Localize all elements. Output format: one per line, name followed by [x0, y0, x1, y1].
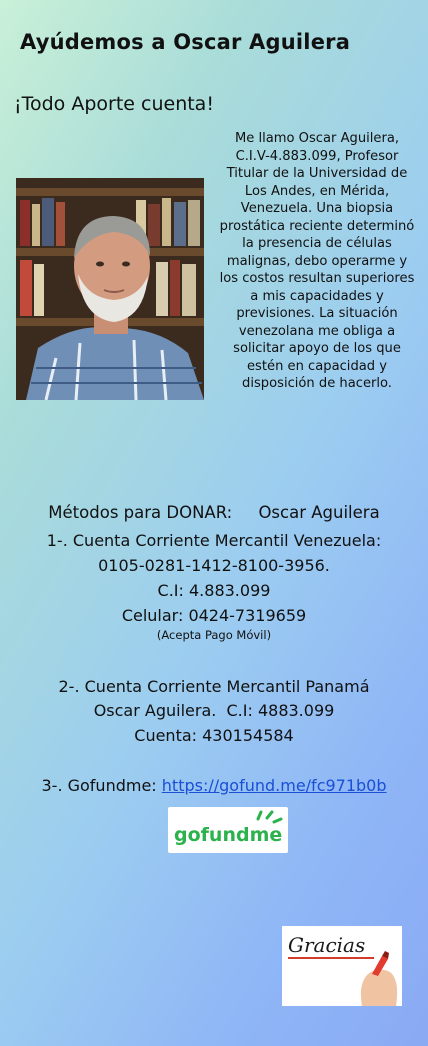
- bio-line: Los Andes, en Mérida,: [244, 183, 390, 199]
- method2-title: 2-. Cuenta Corriente Mercantil Panamá: [58, 677, 370, 696]
- method2-account: Cuenta: 430154584: [134, 726, 294, 745]
- gracias-text: Gracias: [288, 933, 366, 957]
- bio-line: Titular de la Universidad de: [226, 166, 408, 181]
- methods-heading: Métodos para DONAR: Oscar Aguilera: [48, 503, 380, 522]
- method3-row: [0, 776, 428, 795]
- bio-line: venezolana me obliga a: [238, 323, 396, 339]
- bio-line: C.I.V-4.883.099, Profesor: [235, 148, 399, 164]
- bio-line: previsiones. La situación: [236, 306, 398, 321]
- bio-line: estén en capacidad y: [247, 358, 387, 374]
- gofundme-logo-text: gofundme: [174, 824, 283, 846]
- bio-line: Venezuela. Una biopsia: [240, 201, 394, 216]
- method1-title: 1-. Cuenta Corriente Mercantil Venezuela:: [46, 531, 382, 550]
- portrait-photo: [16, 178, 204, 400]
- bio-line: malignas, debo operarme y: [226, 253, 408, 269]
- gofundme-logo[interactable]: [168, 807, 288, 853]
- method1-ci: C.I: 4.883.099: [157, 581, 271, 600]
- bio-line: prostática reciente determinó: [219, 218, 415, 234]
- bio-line: disposición de hacerlo.: [242, 376, 392, 391]
- method1-phone: Celular: 0424-7319659: [121, 606, 307, 625]
- method2-holder: Oscar Aguilera. C.I: 4883.099: [93, 701, 335, 720]
- bio-line: solicitar apoyo de los que: [233, 341, 401, 356]
- method1-note: (Acepta Pago Móvil): [156, 628, 272, 642]
- method1-account: 0105-0281-1412-8100-3956.: [98, 556, 330, 575]
- bio-line: la presencia de células: [242, 236, 392, 251]
- page-subtitle: ¡Todo Aporte cuenta!: [14, 93, 214, 115]
- bio-line: los costos resultan superiores: [219, 271, 415, 286]
- bio-line: a mis capacidades y: [250, 288, 384, 304]
- gracias-image: [282, 926, 402, 1006]
- gofundme-link[interactable]: https://gofund.me/fc971b0b: [161, 776, 387, 795]
- bio-line: Me llamo Oscar Aguilera,: [234, 131, 400, 146]
- bio-text: [208, 130, 426, 393]
- page-title: Ayúdemos a Oscar Aguilera: [20, 30, 351, 54]
- method3-label: 3-. Gofundme:: [41, 776, 162, 795]
